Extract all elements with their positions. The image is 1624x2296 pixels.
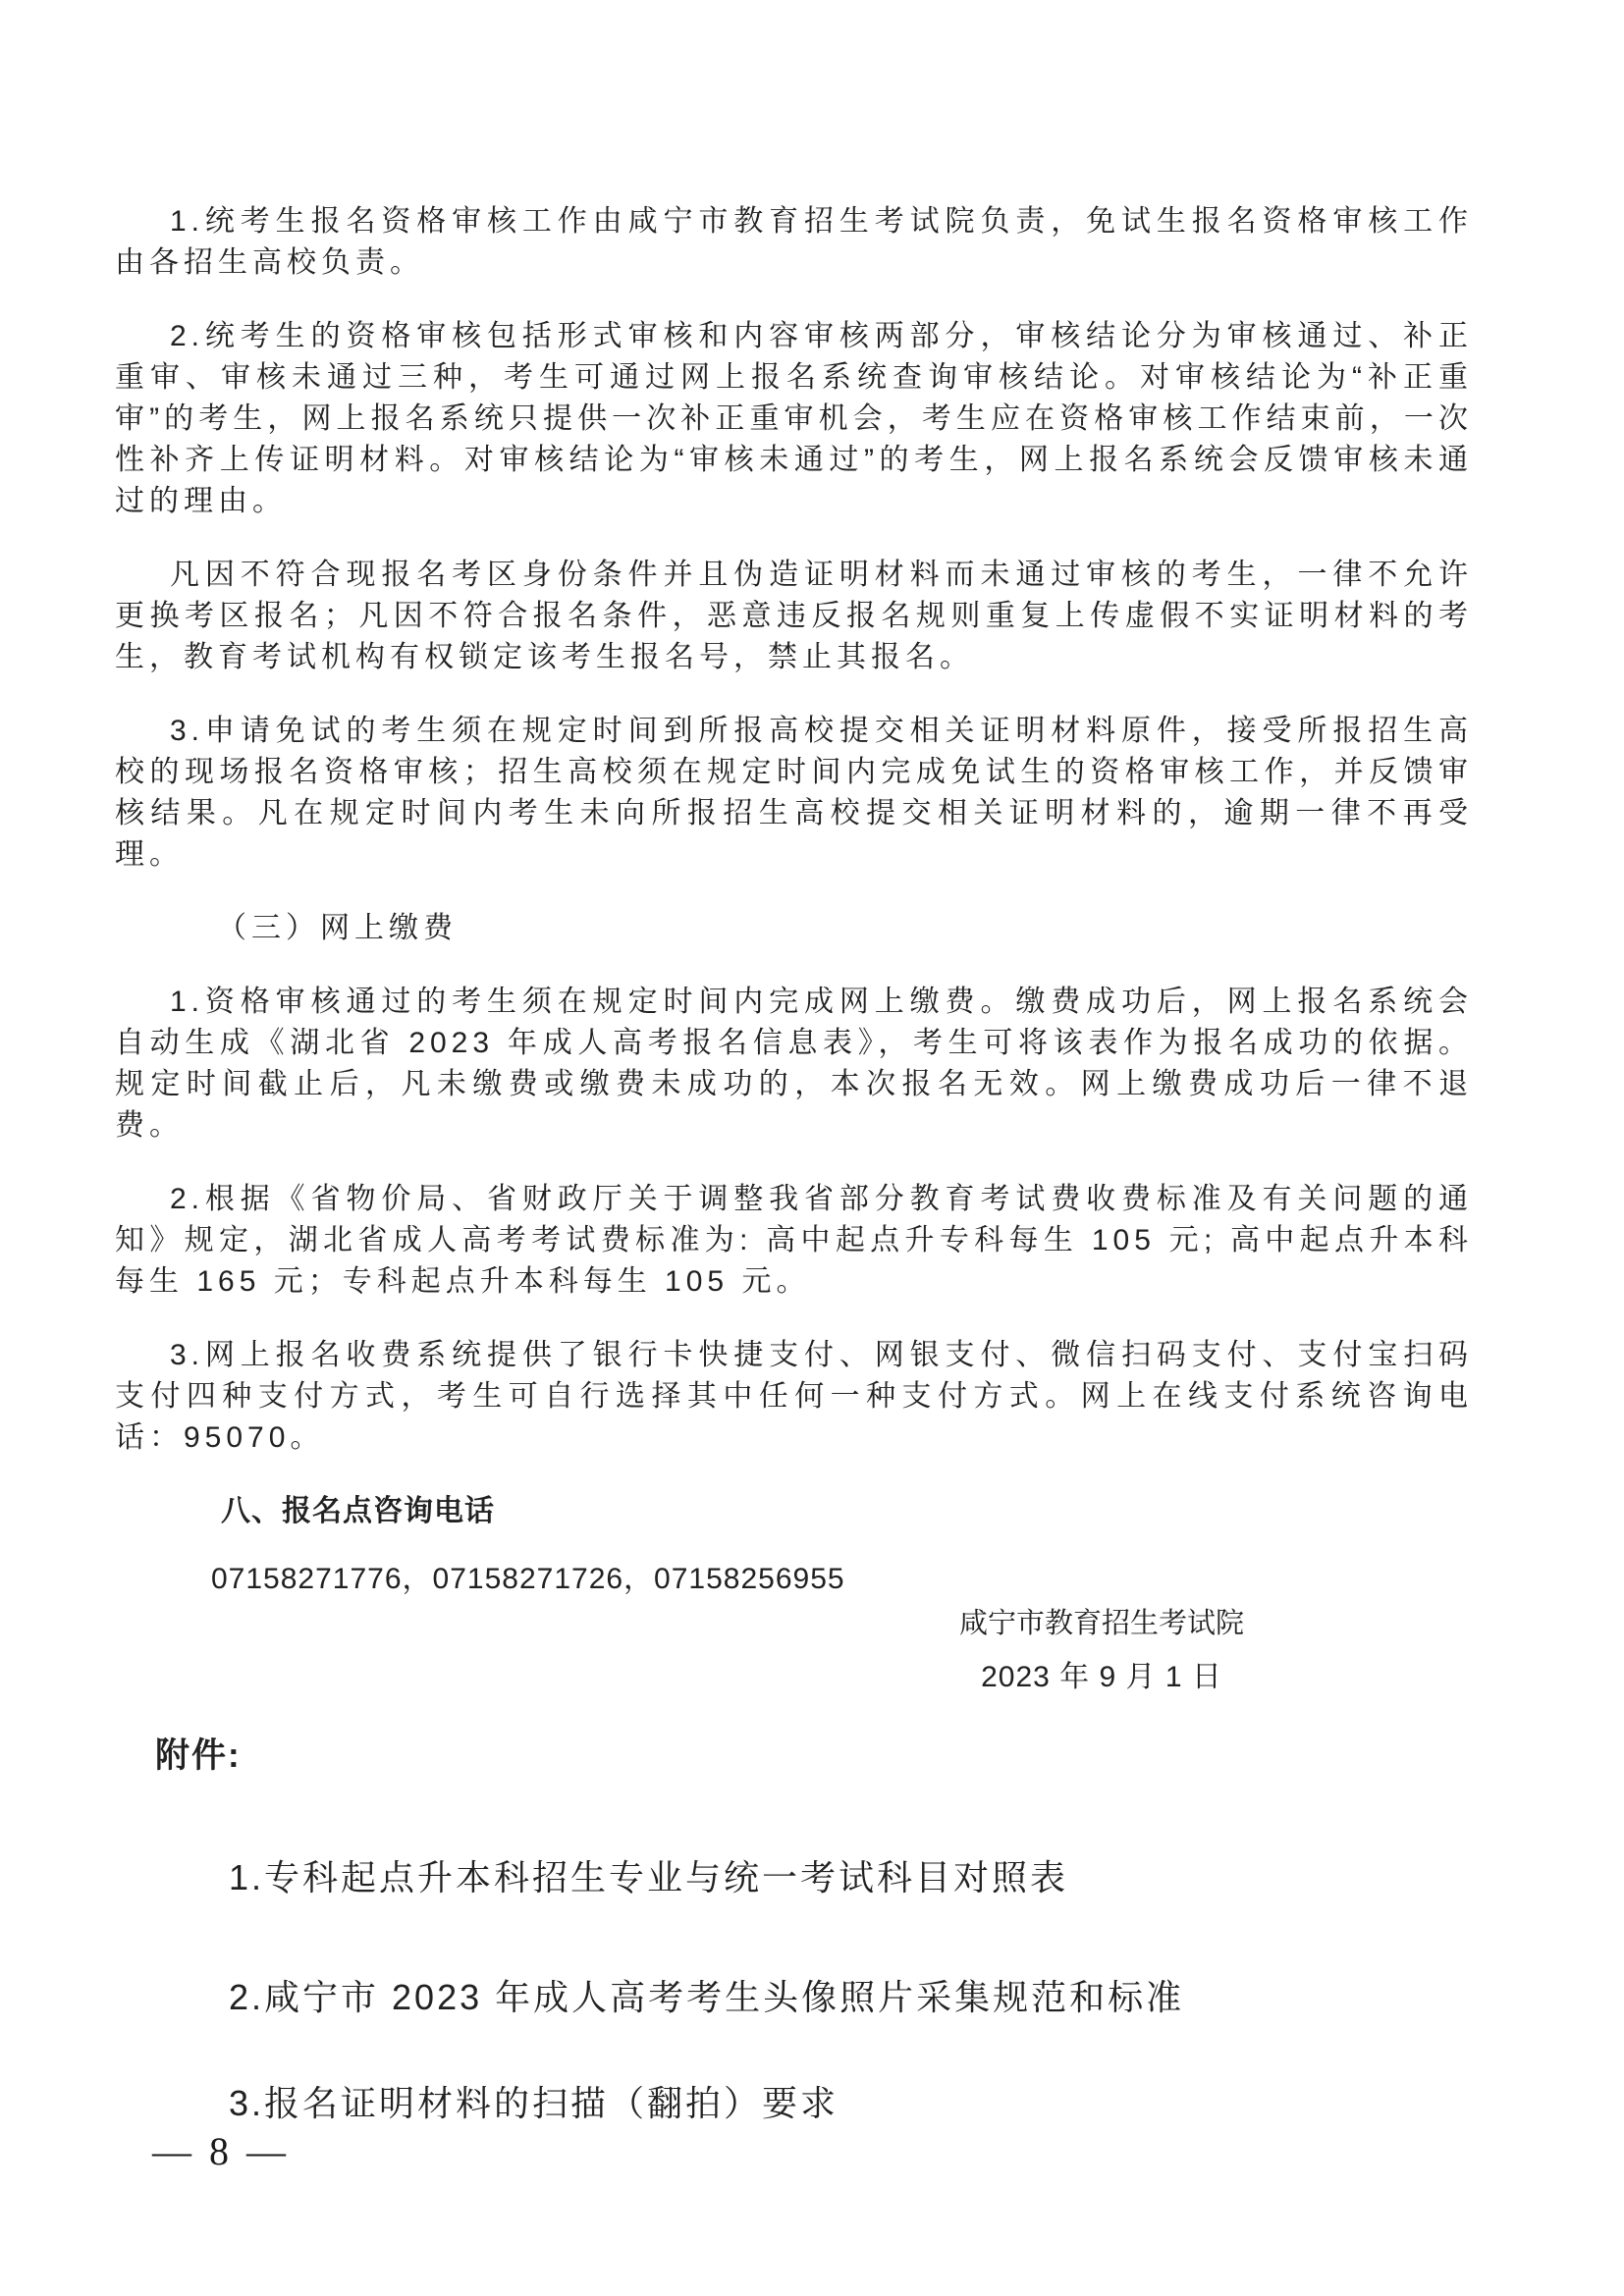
document-content — [115, 0, 1473, 2163]
body-paragraph: 1.统考生报名资格审核工作由咸宁市教育招生考试院负责，免试生报名资格审核工作由各招生高校负责。 — [115, 205, 1473, 279]
section-heading-contact-phones: 八、报名点咨询电话 — [221, 1495, 495, 1527]
body-paragraph: 1.资格审核通过的考生须在规定时间内完成网上缴费。缴费成功后，网上报名系统会自动生成《湖北省 2023 年成人高考报名信息表》，考生可将该表作为报名成功的依据。规定时间截止后，凡未缴费或缴费未成功的，本次报名无效。网上缴费成功后一律不退费。 — [115, 986, 1473, 1142]
body-paragraph: 3.申请免试的考生须在规定时间到所报高校提交相关证明材料原件，接受所报招生高校的现场报名资格审核；招生高校须在规定时间内完成免试生的资格审核工作，并反馈审核结果。凡在规定时间内考生未向所报招生高校提交相关证明材料的，逾期一律不再受理。 — [115, 715, 1473, 871]
issuing-authority: 咸宁市教育招生考试院 — [958, 1608, 1244, 1639]
contact-phone-numbers: 07158271776，07158271726，07158256955 — [211, 1563, 845, 1595]
attachments-label: 附件: — [155, 1736, 242, 1775]
attachment-item: 1.专科起点升本科招生专业与统一考试科目对照表 — [229, 1857, 1069, 1897]
body-paragraph: 2.根据《省物价局、省财政厅关于调整我省部分教育考试费收费标准及有关问题的通知》规定，湖北省成人高考考试费标准为: 高中起点升专科每生 105 元; 高中起点升本科每生 165 元；专科起点升本科每生 105 元。 — [115, 1183, 1473, 1298]
body-paragraph: 2.统考生的资格审核包括形式审核和内容审核两部分，审核结论分为审核通过、补正重审、审核未通过三种，考生可通过网上报名系统查询审核结论。对审核结论为“补正重审”的考生，网上报名系统只提供一次补正重审机会，考生应在资格审核工作结束前，一次性补齐上传证明材料。对审核结论为“审核未通过”的考生，网上报名系统会反馈审核未通过的理由。 — [115, 320, 1473, 517]
body-paragraph: 凡因不符合现报名考区身份条件并且伪造证明材料而未通过审核的考生，一律不允许更换考区报名；凡因不符合报名条件，恶意违反报名规则重复上传虚假不实证明材料的考生，教育考试机构有权锁定该考生报名号，禁止其报名。 — [115, 559, 1473, 673]
signature-block — [891, 1603, 1313, 1698]
body-paragraph: 3.网上报名收费系统提供了银行卡快捷支付、网银支付、微信扫码支付、支付宝扫码支付四种支付方式，考生可自行选择其中任何一种支付方式。网上在线支付系统咨询电话：95070。 — [115, 1339, 1473, 1454]
page-number: — 8 — — [152, 2129, 290, 2173]
subsection-heading-online-payment: （三）网上缴费 — [217, 912, 458, 944]
attachment-item: 3.报名证明材料的扫描（翻拍）要求 — [229, 2083, 839, 2123]
issue-date: 2023 年 9 月 1 日 — [981, 1661, 1222, 1693]
attachment-item: 2.咸宁市 2023 年成人高考考生头像照片采集规范和标准 — [229, 1977, 1185, 2017]
